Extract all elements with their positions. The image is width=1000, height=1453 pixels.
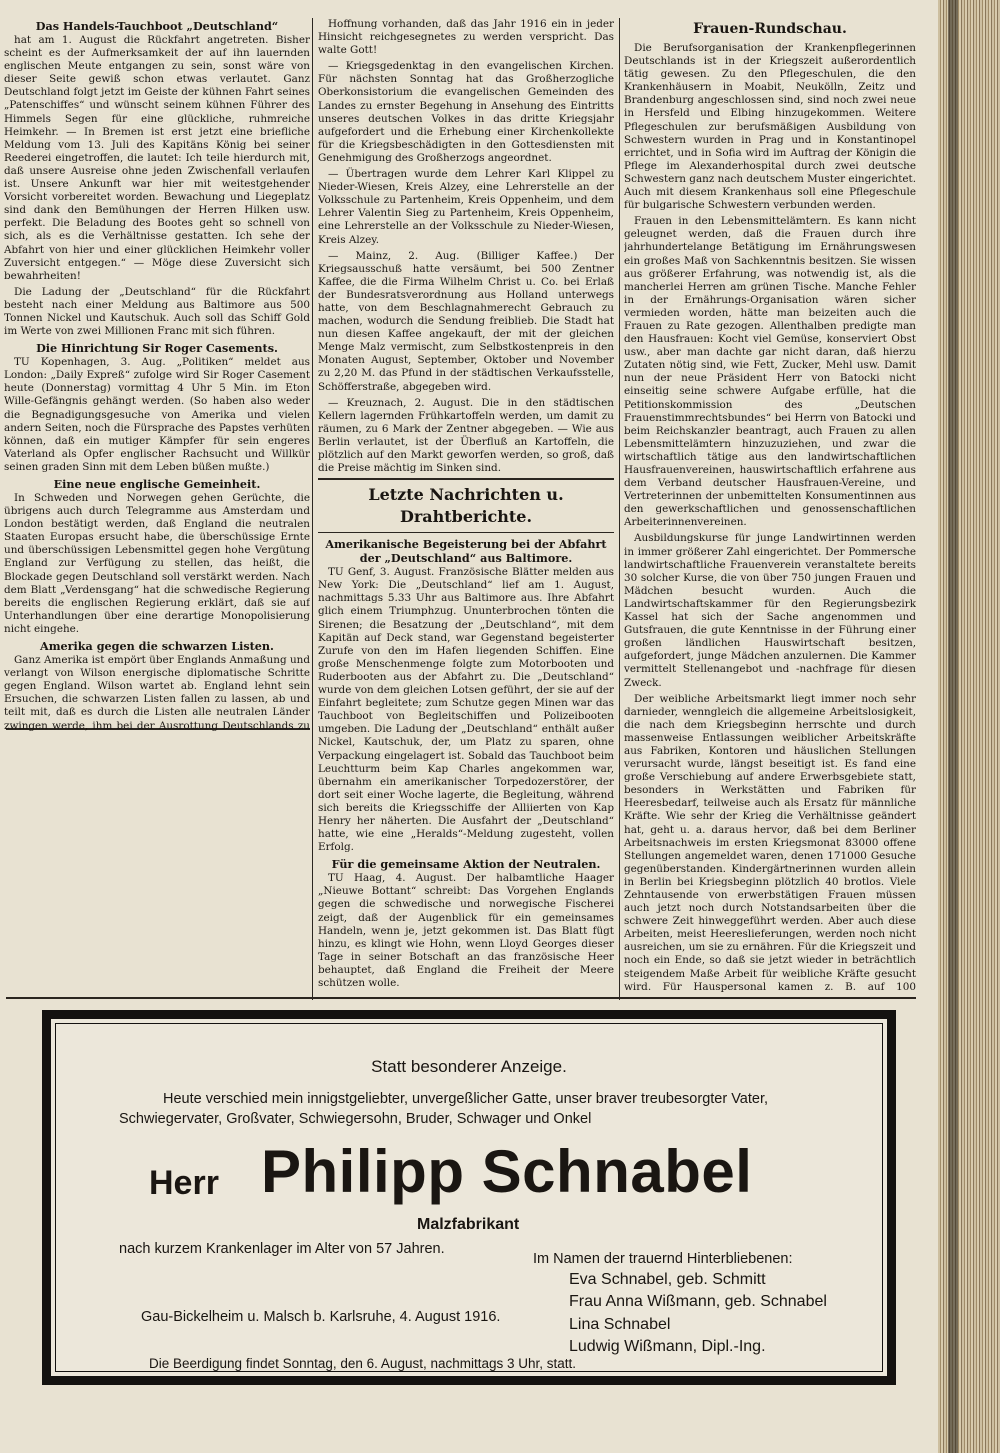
- notice-burial: Die Beerdigung findet Sonntag, den 6. August, nachmittags 3 Uhr, statt.: [149, 1356, 577, 1371]
- notice-herr: Herr: [149, 1164, 219, 1202]
- article-paragraph: — Mainz, 2. Aug. (Billiger Kaffee.) Der Kriegsausschuß hatte versäumt, bei 500 Zentner Kaffee, die die Firma Wilhelm Christ u. Co. bei Erlaß der Bundesratsverordnung aus Holland unterwegs hatte, von dem Beschlagnahmerecht Gebrauch zu machen, wodurch die Sendung freiblieb. Die Stadt hat nun diesen Kaffee angekauft, der mit der gleichen Menge Malz vermischt, zum Selbstkostenpreis in den Monaten August, September, Oktober und November zu 2,20 M. das Pfund in der städtischen Verkaufsstelle, Schöfferstraße, abgegeben wird.: [318, 249, 614, 393]
- article-headline: Das Handels-Tauchboot „Deutschland“: [35, 19, 279, 33]
- column-middle: [318, 18, 614, 993]
- column-right: [624, 18, 916, 993]
- article-paragraph: — Übertragen wurde dem Lehrer Karl Klippel zu Nieder-Wiesen, Kreis Alzey, eine Lehrerstelle an der Volksschule zu Partenheim, Kreis Oppenheim, und dem Lehrer Valentin Sieg zu Partenheim, Kreis Oppenheim, eine Lehrerstelle an der Volksschule zu Nieder-Wiesen, Kreis Alzey.: [318, 168, 614, 246]
- notice-heading: Statt besonderer Anzeige.: [371, 1057, 567, 1076]
- article-paragraph: Ganz Amerika ist empört über Englands Anmaßung und verlangt von Wilson energische diplomatische Schritte gegen England. Wilson wartet ab. England lehnt sein Ersuchen, die schwarzen Listen fallen zu lassen, ab und teilt mit, daß es durch die Listen alle neutralen Länder zwingen werde, ihm bei der Ausrottung Deutschlands zu: [4, 654, 310, 732]
- bottom-rule: [6, 997, 916, 999]
- notice-name: Philipp Schnabel: [261, 1138, 753, 1205]
- article-paragraph: — Kreuznach, 2. August. Die in den städtischen Kellern lagernden Frühkartoffeln werden, um damit zu räumen, zu 6 Mark der Zentner abgegeben. — Wie aus Berlin verlautet, ist der Überfluß an Kartoffeln, die plötzlich auf den Markt geworfen werden, so groß, daß die Preise mächtig im Sinken sind.: [318, 396, 614, 475]
- notice-age-line: nach kurzem Krankenlager im Alter von 57 Jahren.: [119, 1241, 445, 1257]
- article-paragraph: TU Genf, 3. August. Französische Blätter melden aus New York: Die „Deutschland“ lief am 1. August, nachmittags 5.33 Uhr aus Baltimore aus. Ihre Abfahrt glich einem Triumphzug. Ununterbrochen tönten die Sirenen; die Besatzung der „Deutschland“, mit dem Kapitän auf Deck stand, war Gegenstand begeisterter Zurufe von den im Hafen liegenden Schiffen. Eine große Menschenmenge folgte zum Motorbooten und Ruderbooten aus der Abfahrt zu. Die „Deutschland“ wurde von dem gleichen Lotsen geführt, der sie auf der Einfahrt begleitete; zum Schutze gegen Minen war das Tauchboot von Begleitschiffen und Polizeibooten umgeben. Die Ladung der „Deutschland“ enthält außer Nickel, Kautschuk, der, um Platz zu sparen, ohne Verpackung eingelagert ist. Sobald das Tauchboot beim Leuchtturm beim Kap Charles angekommen war, übernahm ein amerikanischer Torpedozerstörer, der dort seit einer Woche lagerte, die Begleitung, während sich bereits die Kriegsschiffe der Alliierten von Kap Henry her näherten. Die Ausfahrt der „Deutschland“ hatte, wie eine „Heralds“-Meldung zugesteht, vollen Erfolg.: [318, 566, 614, 854]
- mourner-3: Lina Schnabel: [569, 1316, 671, 1333]
- notice-line-1: Heute verschied mein innigstgeliebter, unvergeßlicher Gatte, unser braver treubesorgter Vater,: [163, 1091, 769, 1107]
- mourner-4: Ludwig Wißmann, Dipl.-Ing.: [569, 1338, 766, 1355]
- article-paragraph: TU Kopenhagen, 3. Aug. „Politiken“ meldet aus London: „Daily Expreß“ zufolge wird Sir Roger Casement heute (Donnerstag) vormittag 4 Uhr 5 Min. im Eton Wille-Gefängnis gehängt werden. (So haben also weder die Begnadigungsgesuche von Amerika und vielen andern Seiten, noch die Fürsprache des Papstes verhüten können, daß ein mutiger Kämpfer für sein engeres Vaterland als Opfer englischer Rachsucht und Willkür seinen graden Sinn mit dem Leben büßen mußte.): [4, 356, 310, 473]
- article-paragraph: Frauen in den Lebensmittelämtern. Es kann nicht geleugnet werden, daß die Frauen durch ihre jahrhundertelange Betätigung im Ernährungswesen ein großes Maß von Sachkenntnis besitzen. Sie wissen aus größerer Erfahrung, was notwendig ist, als die mancherlei Herren am grünen Tische. Manche Fehler in der Ernährungs-Organisation wären sicher vermieden worden, hätte man beizeiten auch die Frauen zu Rate gezogen. Allenthalben predigte man den Hausfrauen: Kocht viel Gemüse, konserviert Obst usw., aber man dachte gar nicht daran, daß hierzu Zutaten nötig sind, wie Fett, Zucker, Mehl usw. Damit nun der neue Präsident Herr von Batocki nicht einseitig seine schwere Aufgabe erfülle, hat die Petitionskommission des „Deutschen Frauenstimmrechtsbundes“ bei Herrn von Batocki und beim Reichskanzler beantragt, auch Frauen zu allen Lebensmittelämtern hinzuzuziehen, und zwar die wirtschaftlich tätige aus den landwirtschaftlichen Hausfrauenvereinen, hauswirtschaftlich erfahrene aus dem Verband deutscher Hausfrauen-Vereine, und Vertreterinnen der unbemittelten Konsumentinnen aus den gewerkschaftlichen und genossenschaftlichen Arbeiterinnenvereinen.: [624, 215, 916, 529]
- book-binding: [948, 0, 958, 1453]
- article-paragraph: In Schweden und Norwegen gehen Gerüchte, die übrigens auch durch Telegramme aus Amsterdam und London bestätigt werden, daß England die neutralen Staaten Europas ersucht habe, die überschüssige Ernte und überschüssigen Lebensmittel gegen hohe Vergütung England zur Verfügung zu stellen, das heißt, die Blockade gegen Deutschland soll verstärkt werden. Nach dem Blatt „Verdensgang“ hat die schwedische Regierung bereits die englischen Regierung erklärt, daß sie auf Unterhandlungen über eine derartige Monopolisierung nicht eingehe.: [4, 492, 310, 635]
- article-paragraph: Der weibliche Arbeitsmarkt liegt immer noch sehr darnieder, wenngleich die allgemeine Arbeitslosigkeit, die nach dem Kriegsbeginn herrschte und durch massenweise Entlassungen weiblicher Arbeitskräfte aus Fabriken, Kontoren und häuslichen Stellungen verursacht wurde, längst beseitigt ist. Es fand eine große Verschiebung auf andere Erwerbsgebiete statt, besonders in Werkstätten und Fabriken für Heeresbedarf, teilweise auch als Ersatz für männliche Kräfte. Wie sehr der Krieg die Verhältnisse geändert hat, geht u. a. daraus hervor, daß bei dem Berliner Arbeitsnachweis im ersten Kriegsmonat 83000 offene Stellungen angemeldet waren, denen 171000 Gesuche gegenüberstanden. Kindergärtnerinnen wurden allein in Berlin bei Kriegsbeginn plötzlich 40 brotlos. Viele Zehntausende von erwerbstätigen Frauen müssen auch jetzt noch durch Notstandsarbeiten über die schwere Zeit hinweggeführt werden. Aber auch diese Arbeiten, meist Heereslieferungen, werden noch nicht ausreichen, um sie zu ernähren. Für die Kriegszeit und noch ein Ende, so daß sie jetzt wieder in beträchtlich steigendem Maße Arbeit für weibliche Kräfte gesucht wird. Für Hauspersonal kamen z. B. auf 100: [624, 692, 916, 993]
- notice-line-2: Schwiegervater, Großvater, Schwiegersohn, Bruder, Schwager und Onkel: [119, 1111, 592, 1127]
- article-headline: Amerika gegen die schwarzen Listen.: [40, 639, 274, 654]
- notice-place-date: Gau-Bickelheim u. Malsch b. Karlsruhe, 4. August 1916.: [141, 1309, 501, 1325]
- article-paragraph: Hoffnung vorhanden, daß das Jahr 1916 ein in jeder Hinsicht reichgesegnetes zu werden verspricht. Das walte Gott!: [318, 18, 614, 57]
- article-headline: Die Hinrichtung Sir Roger Casements.: [36, 341, 278, 356]
- mourner-1: Eva Schnabel, geb. Schmitt: [569, 1271, 766, 1288]
- article-headline: Eine neue englische Gemeinheit.: [53, 477, 261, 491]
- article-paragraph: Ausbildungskurse für junge Landwirtinnen werden in immer größerer Zahl eingerichtet. Der Pommersche landwirtschaftliche Frauenverein veranstaltete bereits 30 solcher Kurse, die von über 750 jungen Frauen und Mädchen besucht wurden. Auch die Landwirtschaftskammer für den Regierungsbezirk Kassel hat sich der Sache angenommen und Gutsfrauen, die gute Kenntnisse in der Führung einer großen ländlichen Hauswirtschaft besitzen, aufgefordert, junge Mädchen anzulernen. Die Kammer vermittelt Stellenangebot und -nachfrage für diesen Zweck.: [624, 532, 916, 689]
- article-paragraph: hat am 1. August die Rückfahrt angetreten. Bisher scheint es der Aufmerksamkeit der auf ihn lauernden englischen Meute entgangen zu sein, sonst wäre von dieser Seite gewiß schon etwas verlautet. Ganz Deutschland folgt jetzt im Geiste der kühnen Fahrt seines „Patenschiffes“ und wünscht seinem kühnen Führer des Himmels Segen für eine glückliche, ruhmreiche Heimkehr. — In Bremen ist erst jetzt eine briefliche Meldung vom 13. Juli des Kapitäns König bei seiner Reederei eingetroffen, die lautet: Ich teile hierdurch mit, daß unsere Ausreise ohne jeden Zwischenfall verlaufen ist. Unsere Ankunft war hier mit weitestgehender Vorsicht vorbereitet worden. Bewachung und Liegeplatz sind dank den Bemühungen der Herren Hilken usw. perfekt. Die Beladung des Bootes geht so schnell von sich, als es die Verhältnisse gestatten. Ich sehe der Abfahrt von hier und einer glücklichen Heimkehr voller Zuversicht entgegen.“ — Möge diese Zuversicht sich bewahrheiten!: [4, 34, 310, 282]
- article-paragraph: Die Berufsorganisation der Krankenpflegerinnen Deutschlands ist in der Kriegszeit außerordentlich tätig gewesen. Zu den Pflegeschulen, die den Krankenhäusern in Moabit, Neukölln, Zeitz und Brandenburg angeschlossen sind, sind noch zwei neue in Hersfeld und Elbing hinzugekommen. Weitere Pflegeschulen zur berufsmäßigen Ausbildung von Schwestern wurden in Prag und in Konstantinopel errichtet, und in Sofia wird im Auftrag der Königin die Pflege im Alexanderhospital durch zwei deutsche Schwestern ganz nach deutschem Muster eingerichtet. Auch mit diesem Krankenhaus soll eine Pflegeschule für bulgarische Schwestern verbunden werden.: [624, 42, 916, 212]
- column-rule-1: [312, 18, 313, 1000]
- column-left: [4, 18, 310, 733]
- column-rule-2: [619, 18, 620, 1000]
- mourners-intro: Im Namen der trauernd Hinterbliebenen:: [533, 1251, 793, 1267]
- article-paragraph: — Kriegsgedenktag in den evangelischen Kirchen. Für nächsten Sonntag hat das Großherzogliche Oberkonsistorium die evangelischen Gemeinden des Landes zu ernster Begehung in Ansehung des Eintritts unseres deutschen Volkes in das dritte Kriegsjahr aufgefordert und die Erhebung einer Kirchenkollekte für die Kriegsbeschädigten in den Gottesdiensten mit Genehmigung des Großherzogs angeordnet.: [318, 60, 614, 164]
- notice-profession: Malzfabrikant: [417, 1216, 520, 1233]
- death-notice: [42, 1010, 896, 1385]
- article-paragraph: TU Haag, 4. August. Der halbamtliche Haager „Nieuwe Bottant“ schreibt: Das Vorgehen Englands gegen die schwedische und norwegische Fischerei zeigt, daß der Augenblick für ein gemeinsames Handeln, wenn je, jetzt gekommen ist. Das Blatt fügt hinzu, es klingt wie Hohn, wenn Lloyd Georges dieser Tage in seiner Botschaft an das französische Heer behauptet, daß England die Freiheit der Meere schützen wolle.: [318, 872, 614, 989]
- article-headline: Für die gemeinsame Aktion der Neutralen.: [331, 857, 601, 872]
- section-heading: Frauen-Rundschau.: [693, 21, 847, 37]
- article-headline: Amerikanische Begeisterung bei der Abfahrt der „Deutschland“ aus Baltimore.: [325, 537, 607, 566]
- article-paragraph: Die Ladung der „Deutschland“ für die Rückfahrt besteht nach einer Meldung aus Baltimore aus 500 Tonnen Nickel und Kautschuk. Auch soll das Schiff Gold im Werte von zwei Millionen Franc mit sich führen.: [4, 285, 310, 338]
- section-heading: Letzte Nachrichten u. Drahtberichte.: [318, 478, 614, 533]
- mourner-2: Frau Anna Wißmann, geb. Schnabel: [569, 1293, 827, 1310]
